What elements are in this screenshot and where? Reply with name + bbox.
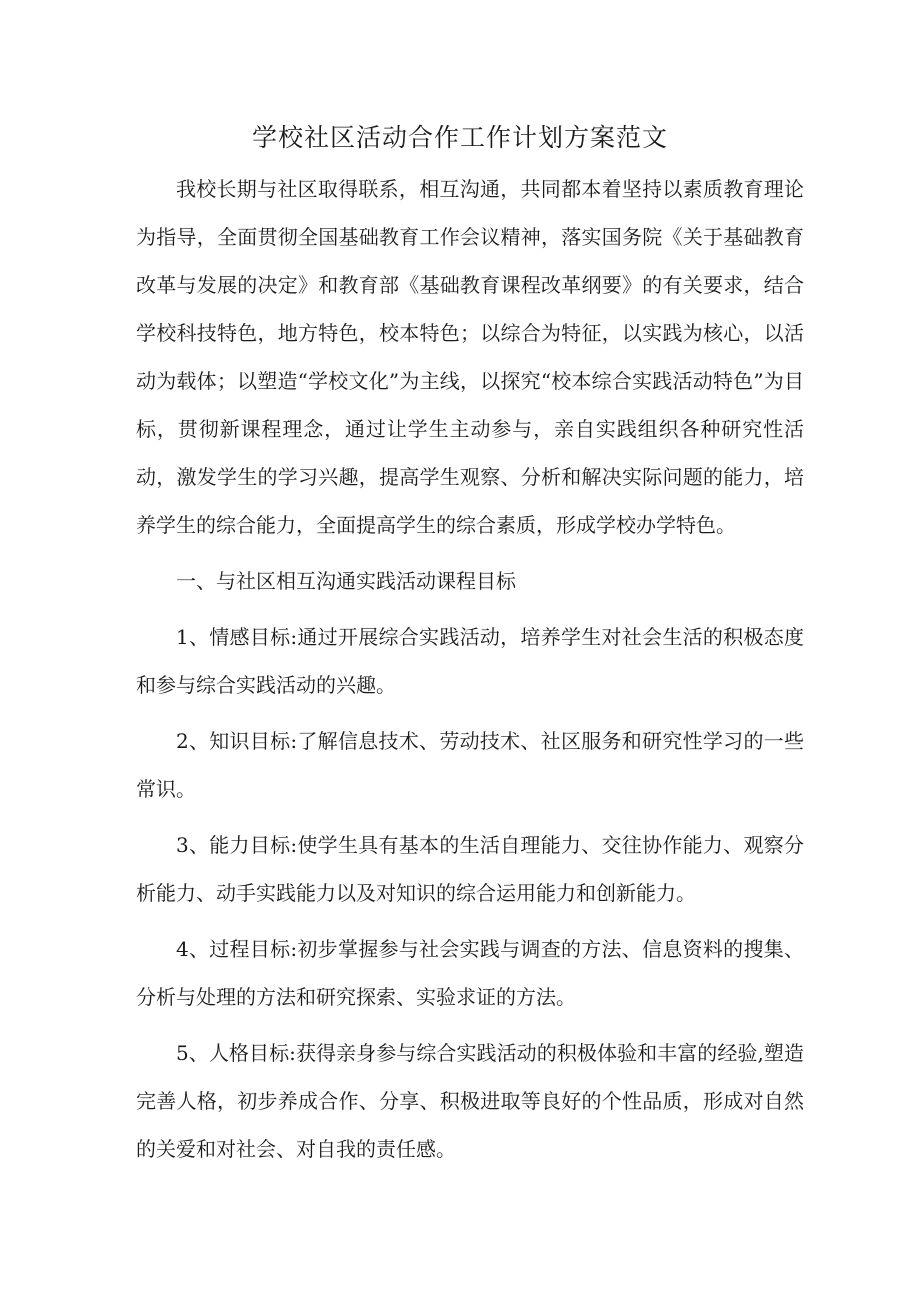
document-body	[136, 165, 804, 1173]
goal-paragraph-emotion: 1、情感目标:通过开展综合实践活动，培养学生对社会生活的积极态度和参与综合实践活动的兴趣。	[136, 625, 804, 697]
goal-paragraph-process: 4、过程目标:初步掌握参与社会实践与调查的方法、信息资料的搜集、分析与处理的方法和研究探索、实验求证的方法。	[136, 937, 804, 1009]
intro-paragraph: 我校长期与社区取得联系，相互沟通，共同都本着坚持以素质教育理论为指导，全面贯彻全国基础教育工作会议精神，落实国务院《关于基础教育改革与发展的决定》和教育部《基础教育课程改革纲要》的有关要求，结合学校科技特色，地方特色，校本特色；以综合为特征，以实践为核心，以活动为载体；以塑造“学校文化”为主线，以探究“校本综合实践活动特色”为目标，贯彻新课程理念，通过让学生主动参与，亲自实践组织各种研究性活动，激发学生的学习兴趣，提高学生观察、分析和解决实际问题的能力，培养学生的综合能力，全面提高学生的综合素质，形成学校办学特色。	[136, 177, 804, 537]
goal-paragraph-ability: 3、能力目标:使学生具有基本的生活自理能力、交往协作能力、观察分析能力、动手实践能力以及对知识的综合运用能力和创新能力。	[136, 833, 804, 905]
goal-paragraph-knowledge: 2、知识目标:了解信息技术、劳动技术、社区服务和研究性学习的一些常识。	[136, 729, 804, 801]
document-title: 学校社区活动合作工作计划方案范文	[251, 123, 668, 152]
goal-paragraph-personality: 5、人格目标:获得亲身参与综合实践活动的积极体验和丰富的经验,塑造完善人格，初步养成合作、分享、积极进取等良好的个性品质，形成对自然的关爱和对社会、对自我的责任感。	[136, 1041, 804, 1161]
section-heading: 一、与社区相互沟通实践活动课程目标	[176, 569, 516, 593]
